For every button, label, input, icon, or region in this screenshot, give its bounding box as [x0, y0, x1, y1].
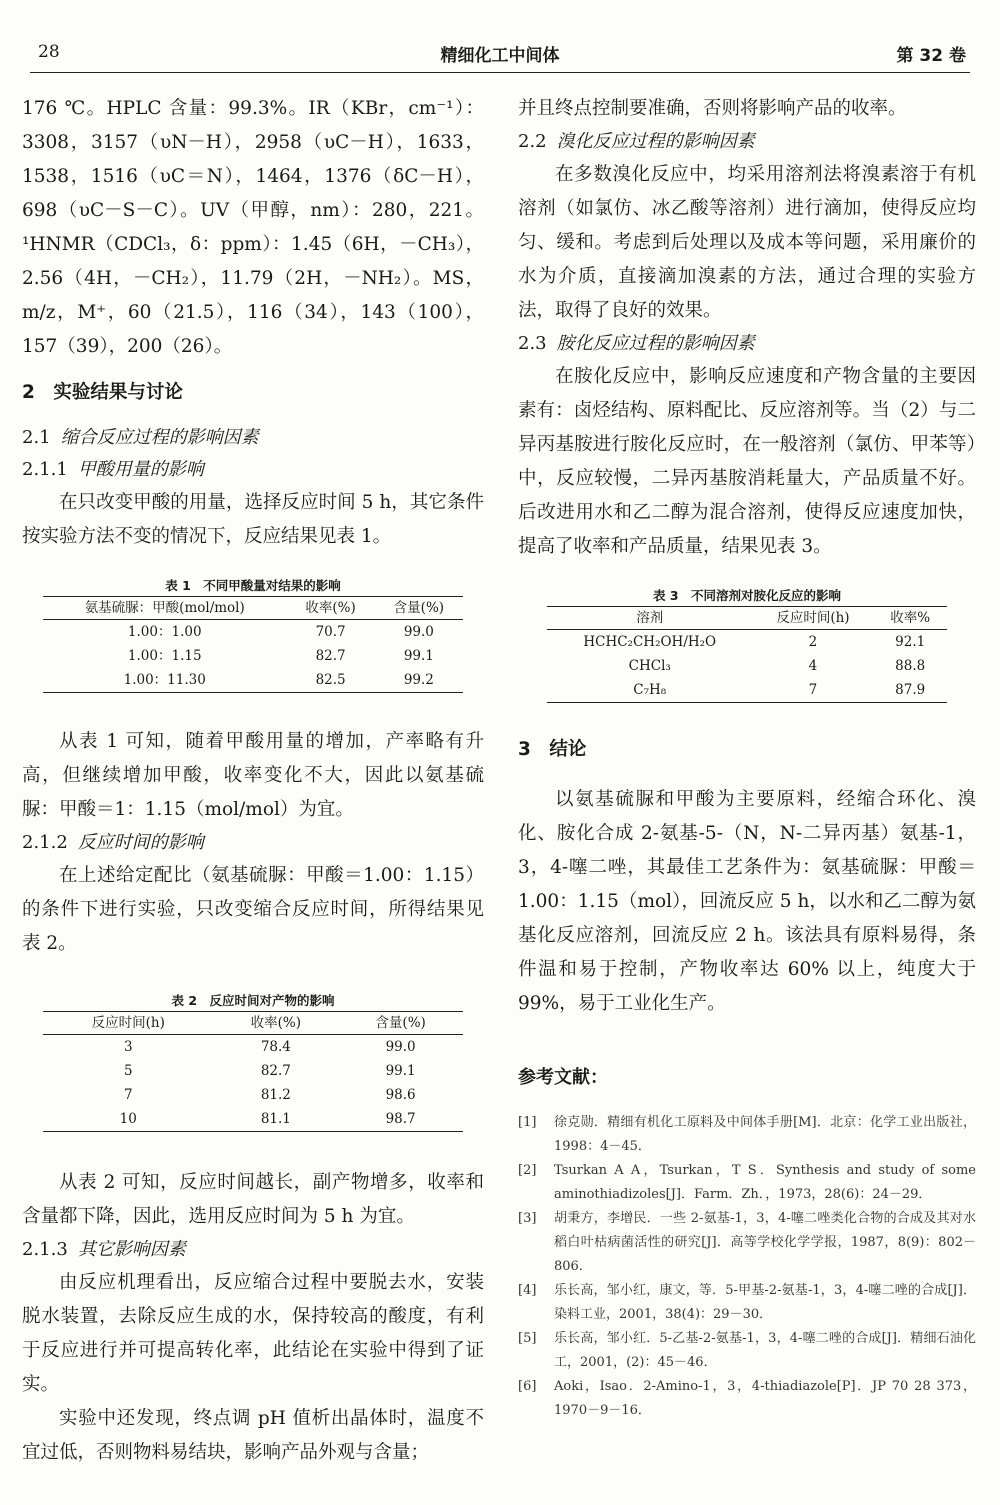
table-cell: 10: [43, 1107, 213, 1132]
table-cell: 81.2: [260, 1087, 291, 1103]
table-1-caption: 表 1 不同甲酸量对结果的影响: [165, 578, 341, 593]
paragraph-conclusion: 以氨基硫脲和甲酸为主要原料，经缩合环化、溴化、胺化合成 2-氨基-5-（N，N-二异丙基）氨基-1，3，4-噻二唑，其最佳工艺条件为：氨基硫脲：甲酸＝1.00：1.15（mol），回流反应 5 h，以水和乙二醇为氨基化反应溶剂，回流反应 2 h。该法具有原料易得，条件温和易于控制，产物收率达 60% 以上，纯度大于 99%，易于工业化生产。: [518, 789, 976, 1014]
table-header-row: [43, 1012, 463, 1035]
table-2-caption: 表 2 反应时间对产物的影响: [171, 993, 335, 1008]
table-row: [43, 1083, 463, 1107]
section-2-heading: [22, 376, 484, 410]
table-cell: 82.7: [315, 648, 346, 664]
section-number: 3: [518, 739, 531, 760]
section-number: 2.1.1: [22, 459, 68, 480]
table-cell: 2: [808, 634, 818, 650]
section-2-3-heading: [518, 328, 976, 360]
table-cell: 99.0: [385, 1039, 416, 1055]
table-row: [547, 630, 947, 655]
section-2-1-3-heading: [22, 1234, 484, 1266]
section-number: 2: [22, 382, 35, 403]
left-column: [22, 92, 484, 1470]
table-header-cell: 收率(%): [213, 1012, 338, 1035]
reference-number: [4]: [518, 1283, 537, 1298]
section-3-heading: [518, 733, 976, 767]
reference-number: [2]: [518, 1163, 537, 1178]
section-title: 实验结果与讨论: [53, 382, 183, 403]
reference-text: 胡秉方，李增民．一些 2-氨基-1，3，4-噻二唑类化合物的合成及其对水稻白叶枯病菌活性的研究[J]．高等学校化学学报，1987，8(9)：802－806．: [554, 1211, 976, 1274]
section-2-1-heading: [22, 422, 484, 454]
section-title: 溴化反应过程的影响因素: [556, 131, 755, 152]
table-header-cell: 溶剂: [547, 607, 752, 630]
table-2: [43, 1011, 463, 1132]
reference-text: Tsurkan A A，Tsurkan，T S．Synthesis and study of some aminothiadizoles[J]．Farm．Zh．，1973，28(6)：24－29．: [554, 1163, 976, 1202]
reference-item: [518, 1159, 976, 1207]
page-header: [30, 38, 970, 73]
table-cell: 70.7: [315, 624, 346, 640]
section-title: 其它影响因素: [77, 1239, 186, 1260]
table-header-cell: 收率(%): [286, 597, 374, 620]
table-cell: 99.0: [403, 624, 434, 640]
table-cell: 78.4: [260, 1039, 291, 1055]
table-header-cell: 收率%: [873, 607, 947, 630]
reference-text: 乐长高，邹小红．5-乙基-2-氨基-1，3，4-噻二唑的合成[J]．精细石油化工，2001，(2)：45－46．: [554, 1331, 976, 1370]
section-number: 2.1.2: [22, 832, 68, 853]
page-number: 28: [38, 42, 60, 62]
table-cell: 1.00：11.30: [43, 668, 286, 693]
table-cell: 98.6: [385, 1087, 416, 1103]
table-cell: 88.8: [895, 658, 926, 674]
table-cell: 99.1: [403, 648, 434, 664]
section-number: 2.3: [518, 333, 547, 354]
table-header-cell: 含量(%): [375, 597, 463, 620]
right-column: [518, 92, 976, 1423]
table-row: [43, 644, 463, 668]
table-cell: 99.1: [385, 1063, 416, 1079]
table-row: [43, 668, 463, 693]
section-number: 2.1.3: [22, 1239, 68, 1260]
spectral-data-paragraph: 176 ℃。HPLC 含量：99.3%。IR（KBr，cm⁻¹）：3308，3157（υN－H），2958（υC－H），1633，1538，1516（υC＝N），1464，1376（δC－H），698（υC－S－C）。UV（甲醇，nm）：280，221。¹HNMR（CDCl₃，δ：ppm）：1.45（6H，－CH₃），2.56（4H，－CH₂），11.79（2H，－NH₂）。MS，m/z，M⁺，60（21.5），116（34），143（100），157（39），200（26）。: [22, 98, 484, 357]
reference-number: [5]: [518, 1331, 537, 1346]
table-header-cell: 含量(%): [338, 1012, 463, 1035]
table-header-cell: 氨基硫脲：甲酸(mol/mol): [43, 597, 286, 620]
table-cell: 98.7: [338, 1107, 463, 1132]
table-header-row: [43, 597, 463, 620]
table-cell: 1.00：1.15: [127, 648, 202, 664]
section-title: 结论: [549, 739, 587, 760]
section-title: 胺化反应过程的影响因素: [556, 333, 755, 354]
paragraph-other-factors: 由反应机理看出，反应缩合过程中要脱去水，安装脱水装置，去除反应生成的水，保持较高的酸度，有利于反应进行并可提高转化率，此结论在实验中得到了证实。: [22, 1272, 484, 1395]
table-3: [547, 606, 947, 703]
reference-item: [518, 1207, 976, 1279]
section-title: 甲酸用量的影响: [77, 459, 204, 480]
table-cell: 7: [752, 678, 873, 703]
table-cell: 82.5: [286, 668, 374, 693]
table-cell: C₇H₈: [547, 678, 752, 703]
paragraph-amination: 在胺化反应中，影响反应速度和产物含量的主要因素有：卤烃结构、原料配比、反应溶剂等。当（2）与二异丙基胺进行胺化反应时，在一般溶剂（氯仿、甲苯等）中，反应较慢，二异丙基胺消耗量大，产品质量不好。后改进用水和乙二醇为混合溶剂，使得反应速度加快，提高了收率和产品质量，结果见表 3。: [518, 366, 976, 557]
paragraph-bromination: 在多数溴化反应中，均采用溶剂法将溴素溶于有机溶剂（如氯仿、冰乙酸等溶剂）进行滴加，使得反应均匀、缓和。考虑到后处理以及成本等问题，采用廉价的水为介质，直接滴加溴素的方法，通过合理的实验方法，取得了良好的效果。: [518, 164, 976, 321]
reference-text: 乐长高，邹小红，康文，等．5-甲基-2-氨基-1，3，4-噻二唑的合成[J]．染料工业，2001，38(4)：29－30．: [554, 1283, 976, 1322]
table-row: [43, 1035, 463, 1060]
table-cell: HCHC₂CH₂OH/H₂O: [583, 634, 717, 650]
table-cell: CHCl₃: [628, 658, 671, 674]
reference-text: Aoki，Isao．2-Amino-1，3，4-thiadiazole[P]．JP 70 28 373，1970－9－16．: [554, 1379, 976, 1418]
table-row: [547, 654, 947, 678]
paragraph-ph-endpoint: 实验中还发现，终点调 pH 值析出晶体时，温度不宜过低，否则物料易结块，影响产品外观与含量；: [22, 1408, 484, 1463]
section-2-1-2-heading: [22, 827, 484, 859]
section-title: 缩合反应过程的影响因素: [60, 427, 259, 448]
table-cell: 7: [123, 1087, 133, 1103]
section-2-2-heading: [518, 126, 976, 158]
reference-item: [518, 1111, 976, 1159]
section-title: 反应时间的影响: [77, 832, 204, 853]
table-cell: 4: [808, 658, 818, 674]
reference-item: [518, 1279, 976, 1327]
reference-item: [518, 1375, 976, 1423]
table-row: [43, 1107, 463, 1132]
table-row: [547, 678, 947, 703]
table-cell: 92.1: [895, 634, 926, 650]
volume-label: 第 32 卷: [896, 46, 966, 66]
table-header-cell: 反应时间(h): [43, 1012, 213, 1035]
table-row: [43, 1059, 463, 1083]
table-cell: 3: [123, 1039, 133, 1055]
reference-number: [1]: [518, 1115, 537, 1130]
paragraph-table1-discussion: 从表 1 可知，随着甲酸用量的增加，产率略有升高，但继续增加甲酸，收率变化不大，因此以氨基硫脲：甲酸＝1：1.15（mol/mol）为宜。: [22, 731, 484, 820]
references-heading: 参考文献：: [518, 1067, 608, 1088]
reference-number: [6]: [518, 1379, 537, 1394]
journal-name: 精细化工中间体: [440, 46, 560, 66]
table-header-row: [547, 607, 947, 630]
table-cell: 87.9: [873, 678, 947, 703]
table-1: [43, 596, 463, 693]
paragraph-table2-discussion: 从表 2 可知，反应时间越长，副产物增多，收率和含量都下降，因此，选用反应时间为 5 h 为宜。: [22, 1172, 484, 1227]
section-2-1-1-heading: [22, 454, 484, 486]
table-3-caption: 表 3 不同溶剂对胺化反应的影响: [652, 588, 842, 603]
references-list: [518, 1111, 976, 1423]
section-number: 2.1: [22, 427, 51, 448]
reference-text: 徐克勋．精细有机化工原料及中间体手册[M]．北京：化学工业出版社，1998：4－45．: [554, 1115, 976, 1154]
table-cell: 99.2: [375, 668, 463, 693]
table-cell: 82.7: [260, 1063, 291, 1079]
table-row: [43, 620, 463, 645]
paragraph-continued: 并且终点控制要准确，否则将影响产品的收率。: [518, 98, 907, 119]
reference-item: [518, 1327, 976, 1375]
table-cell: 5: [123, 1063, 133, 1079]
table-cell: 81.1: [213, 1107, 338, 1132]
section-number: 2.2: [518, 131, 547, 152]
paragraph-reaction-time: 在上述给定配比（氨基硫脲：甲酸＝1.00：1.15）的条件下进行实验，只改变缩合反应时间，所得结果见表 2。: [22, 865, 484, 954]
table-header-cell: 反应时间(h): [752, 607, 873, 630]
paragraph-formic-acid: 在只改变甲酸的用量，选择反应时间 5 h，其它条件按实验方法不变的情况下，反应结果见表 1。: [22, 492, 484, 547]
reference-number: [3]: [518, 1211, 537, 1226]
table-cell: 1.00：1.00: [127, 624, 202, 640]
